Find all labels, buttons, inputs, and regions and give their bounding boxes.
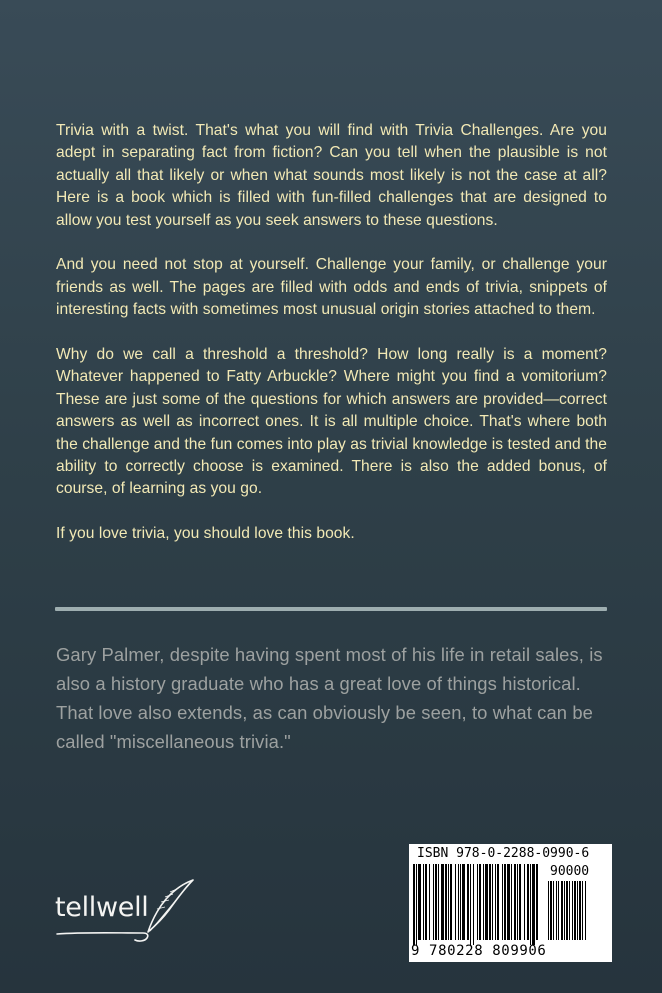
blurb-paragraph-2: And you need not stop at yourself. Challenge your family, or challenge your friends as well. The pages are filled with odds and ends of trivia, snippets of interesting facts with sometimes most unusual origin stories attached to them. [56,256,607,319]
author-bio: Gary Palmer, despite having spent most of his life in retail sales, is also a history graduate who has a great love of things historical. That love also extends, as can obviously be seen, to what can be called "miscellaneous trivia." [56,644,603,752]
blurb-paragraph-3: Why do we call a threshold a threshold? How long really is a moment? Whatever happened to Fatty Arbuckle? Where might you find a vomitorium? These are just some of the questions for which answers are provided—correct answers as well as incorrect ones. It is all multiple choice. That's where both the challenge and the fun comes into play as trivial knowledge is tested and the ability to correctly choose is examined. There is also the added bonus, of course, of learning as you go. [56,346,607,498]
ean-digits: 9 780228 809906 [411,943,547,959]
section-divider [55,607,607,611]
blurb-paragraph-1: Trivia with a twist. That's what you will find with Trivia Challenges. Are you adept in separating fact from fiction? Can you tell when the plausible is not actually all that likely or when what sounds most likely is not the case at all? Here is a book which is filled with fun-filled challenges that are designed to allow you test yourself as you seek answers to these questions. [56,122,607,229]
price-code: 90000 [550,864,590,879]
blurb-paragraph-4: If you love trivia, you should love this book. [56,525,355,543]
isbn-label: ISBN 978-0-2288-0990-6 [417,846,590,861]
publisher-logo [55,876,205,946]
isbn-barcode [409,844,612,962]
blurb-text [56,120,607,546]
publisher-name: tellwell [55,892,149,923]
